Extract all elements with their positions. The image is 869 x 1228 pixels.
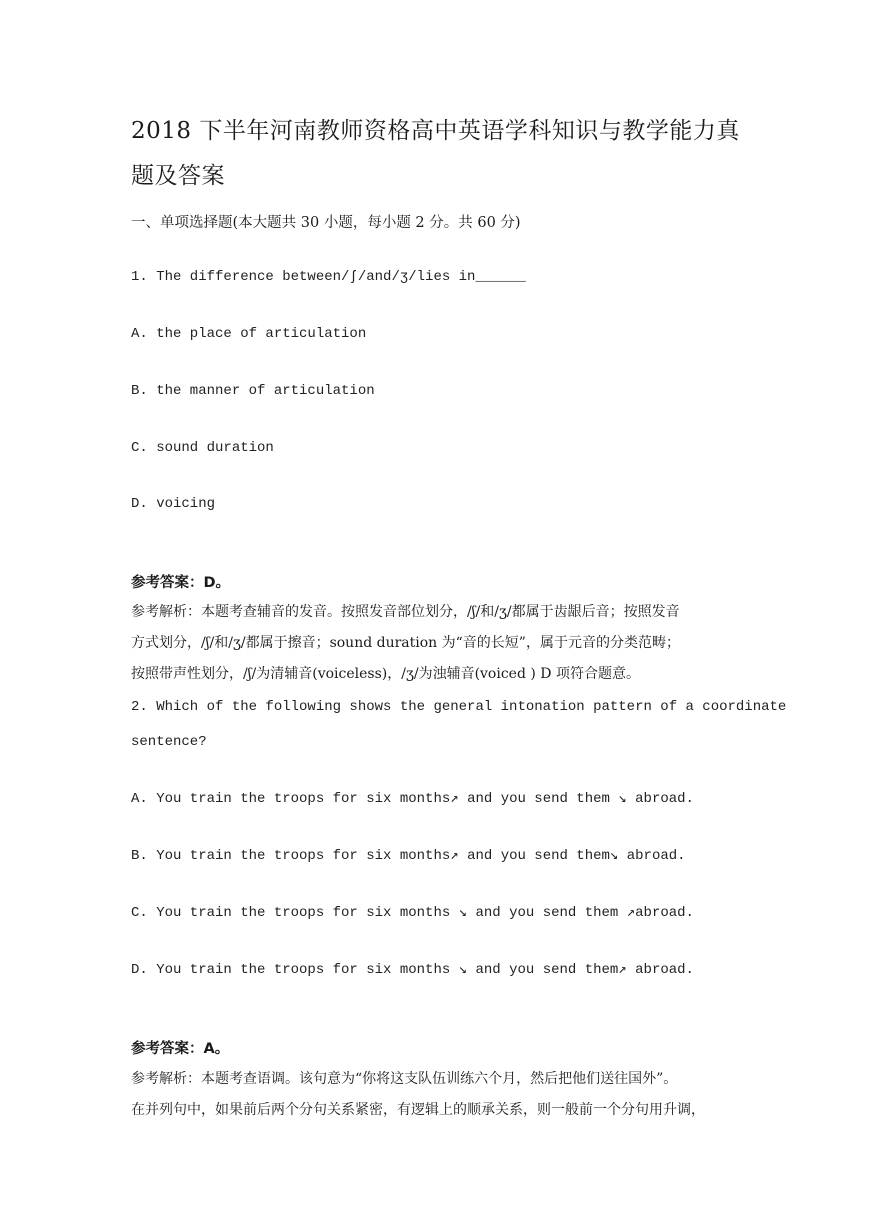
question-1-explanation-line-2: 方式划分，/ʃ/和/ʒ/都属于擦音；sound duration 为“音的长短”，属于元音的分类范畴； (131, 635, 680, 651)
question-1-explanation-line-1: 参考解析：本题考查辅音的发音。按照发音部位划分，/ʃ/和/ʒ/都属于齿龈后音；按照发音 (131, 604, 680, 620)
question-2-option-c: C. You train the troops for six months ↘ and you send them ↗abroad. (131, 905, 694, 921)
question-2-stem-line-2: sentence? (131, 734, 207, 750)
question-1-option-c: C. sound duration (131, 440, 274, 456)
question-2-explanation-line-2: 在并列句中，如果前后两个分句关系紧密，有逻辑上的顺承关系，则一般前一个分句用升调， (131, 1102, 705, 1118)
question-2-option-b: B. You train the troops for six months↗ and you send them↘ abroad. (131, 848, 686, 864)
section-heading: 一、单项选择题(本大题共 30 小题，每小题 2 分。共 60 分) (131, 215, 521, 231)
question-2-explanation-line-1: 参考解析：本题考查语调。该句意为“你将这支队伍训练六个月，然后把他们送往国外”。 (131, 1071, 678, 1087)
document-title-line-2: 题及答案 (131, 163, 225, 189)
question-1-option-b: B. the manner of articulation (131, 383, 375, 399)
question-1-stem: 1. The difference between/ʃ/and/ʒ/lies in______ (131, 269, 526, 285)
question-2-option-a: A. You train the troops for six months↗ and you send them ↘ abroad. (131, 791, 694, 807)
question-1-option-d: D. voicing (131, 496, 216, 512)
question-1-answer: 参考答案：D。 (131, 575, 231, 591)
document-title-line-1: 2018 下半年河南教师资格高中英语学科知识与教学能力真 (131, 118, 740, 144)
question-2-stem-line-1: 2. Which of the following shows the general intonation pattern of a coordinate (131, 699, 787, 715)
question-2-option-d: D. You train the troops for six months ↘ and you send them↗ abroad. (131, 962, 694, 978)
question-2-answer: 参考答案：A。 (131, 1041, 230, 1057)
question-1-option-a: A. the place of articulation (131, 326, 367, 342)
question-1-explanation-line-3: 按照带声性划分，/ʃ/为清辅音(voiceless)，/ʒ/为浊辅音(voiced ) D 项符合题意。 (131, 666, 640, 682)
